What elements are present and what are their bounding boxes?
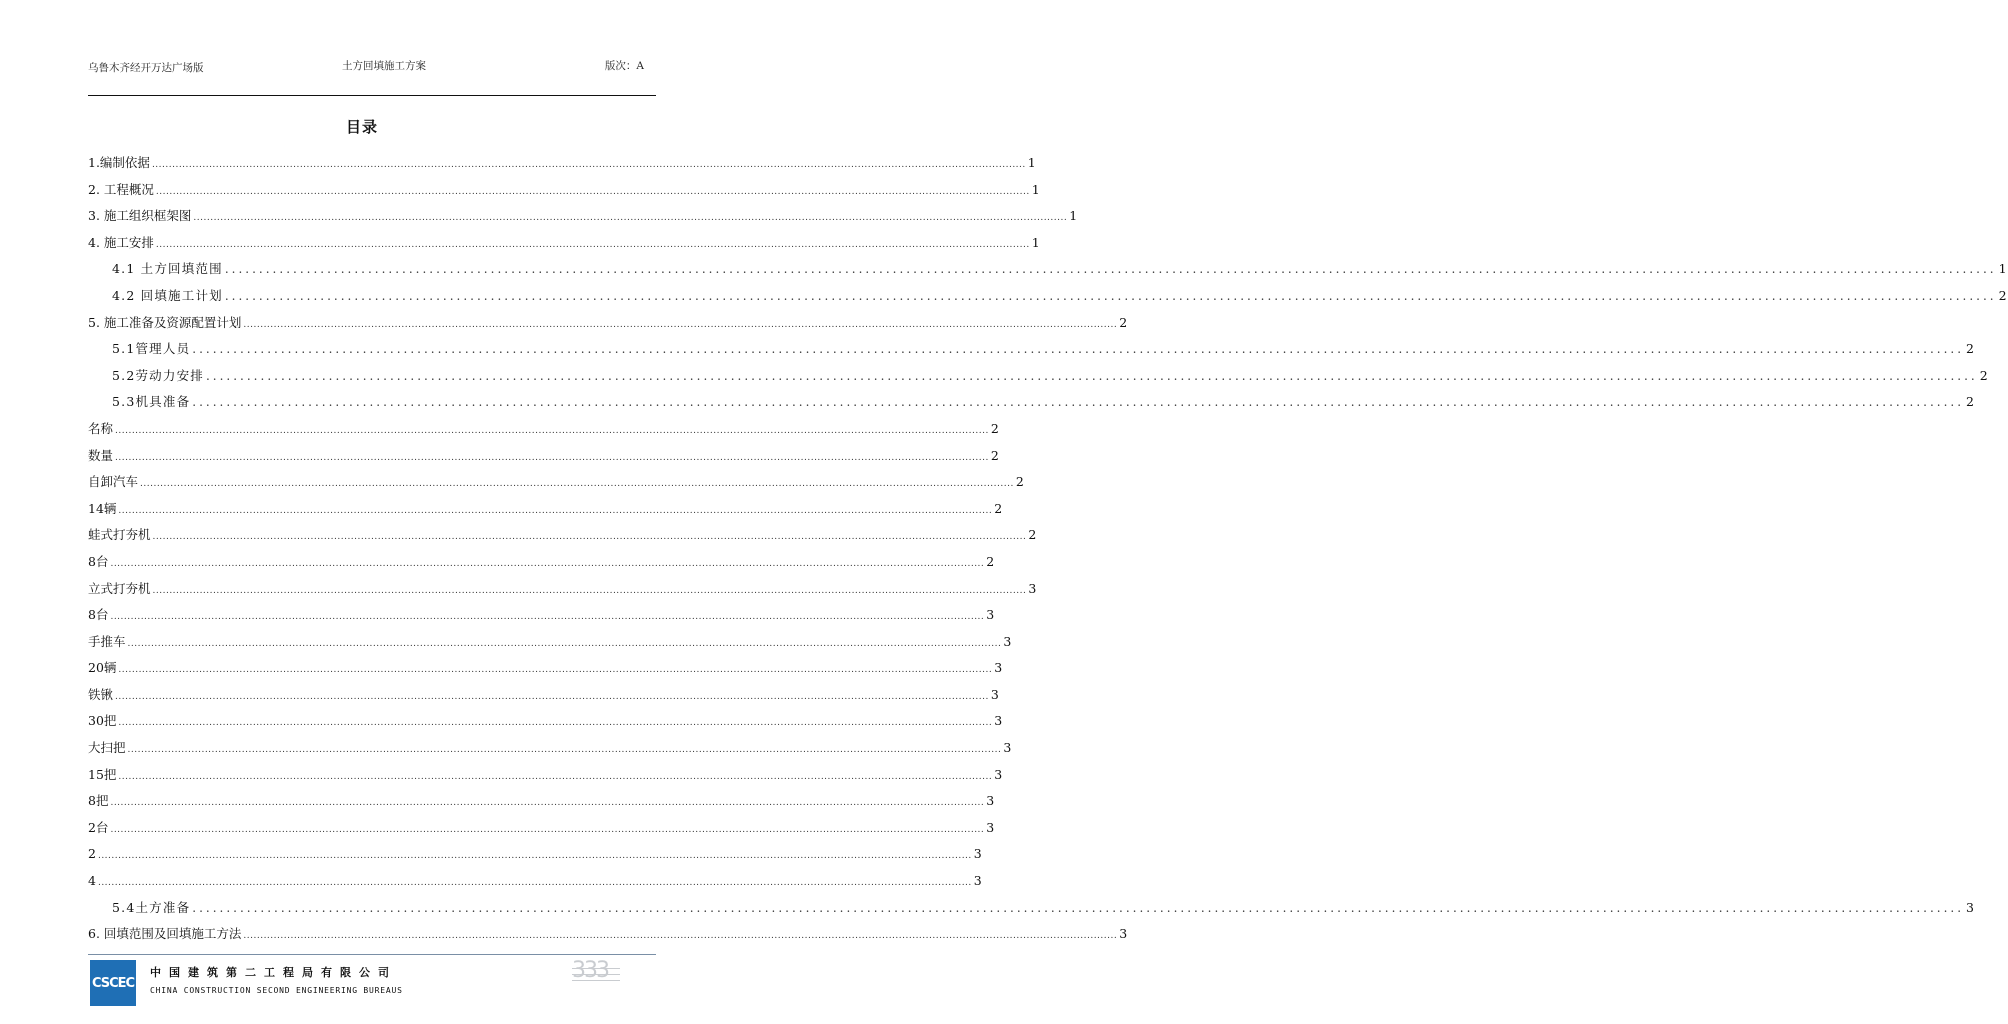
toc-entry-label: 自卸汽车 (88, 474, 139, 490)
toc-entry-page-number: 3 (990, 686, 999, 702)
toc-dot-leader: .................................................................................................................................................................................................................................................................... (127, 745, 1002, 756)
toc-dot-leader: .................................................................................................................................................................................................................................................................... (118, 771, 993, 782)
toc-entry-label: 30把 (88, 713, 117, 729)
toc-entry-page-number: 3 (973, 846, 982, 862)
toc-entry-label: 名称 (88, 420, 114, 436)
toc-entry-label: 5.4土方准备 (112, 899, 191, 915)
toc-entry[interactable] (88, 788, 995, 815)
company-logo (90, 960, 136, 1006)
toc-entry[interactable] (88, 762, 1003, 789)
toc-dot-leader: .................................................................................................................................................................................................................................................................... (192, 342, 1965, 357)
company-logo-text: CSCEC (91, 975, 135, 991)
toc-entry[interactable] (88, 868, 982, 895)
toc-entry[interactable] (88, 576, 1037, 603)
toc-entry-page-number: 3 (973, 873, 982, 889)
header-document-title: 土方回填施工方案 (342, 60, 426, 72)
toc-entry-label: 3. 施工组织框架图 (88, 208, 192, 224)
toc-dot-leader: .................................................................................................................................................................................................................................................................... (152, 585, 1027, 596)
toc-entry-page-number: 1 (1031, 234, 1040, 250)
toc-entry-label: 立式打夯机 (88, 580, 151, 596)
company-name-english: CHINA CONSTRUCTION SECOND ENGINEERING BUREAUS (150, 986, 403, 995)
toc-entry-page-number: 3 (986, 607, 995, 623)
watermark: 333 (572, 958, 608, 983)
toc-entry-page-number: 2 (1966, 394, 1976, 410)
toc-entry-page-number: 3 (986, 819, 995, 835)
toc-entry-page-number: 2 (986, 553, 995, 569)
toc-entry[interactable] (88, 522, 1037, 549)
toc-entry[interactable] (88, 256, 2008, 283)
header-project-name: 乌鲁木齐经开万达广场版 (88, 62, 204, 74)
toc-entry-page-number: 2 (1119, 314, 1128, 330)
toc-dot-leader: .................................................................................................................................................................................................................................................................... (118, 718, 993, 729)
toc-dot-leader: .................................................................................................................................................................................................................................................................... (152, 532, 1027, 543)
toc-entry-page-number: 3 (994, 766, 1003, 782)
toc-entry[interactable] (88, 815, 995, 842)
toc-dot-leader: .................................................................................................................................................................................................................................................................... (224, 288, 1997, 303)
toc-dot-leader: .................................................................................................................................................................................................................................................................... (193, 213, 1068, 224)
toc-entry[interactable] (88, 363, 1989, 390)
toc-entry-page-number: 1 (1069, 208, 1078, 224)
toc-entry[interactable] (88, 602, 995, 629)
toc-dot-leader: .................................................................................................................................................................................................................................................................... (110, 612, 985, 623)
toc-dot-leader: .................................................................................................................................................................................................................................................................... (110, 558, 985, 569)
toc-entry[interactable] (88, 336, 1976, 363)
toc-dot-leader: .................................................................................................................................................................................................................................................................... (118, 505, 993, 516)
toc-entry-label: 4.1 土方回填范围 (112, 261, 223, 277)
toc-entry-page-number: 3 (1003, 633, 1012, 649)
toc-entry-label: 15把 (88, 766, 117, 782)
toc-entry[interactable] (88, 443, 999, 470)
toc-dot-leader: .................................................................................................................................................................................................................................................................... (155, 239, 1030, 250)
toc-entry[interactable] (88, 682, 999, 709)
toc-entry-label: 大扫把 (88, 740, 126, 756)
toc-entry-label: 2台 (88, 819, 109, 835)
toc-entry[interactable] (88, 708, 1003, 735)
toc-entry-page-number: 3 (994, 660, 1003, 676)
company-name-chinese: 中国建筑第二工程局有限公司 (150, 966, 397, 979)
toc-entry[interactable] (88, 416, 999, 443)
toc-entry-label: 5. 施工准备及资源配置计划 (88, 314, 242, 330)
toc-entry[interactable] (88, 150, 1036, 177)
toc-entry-label: 数量 (88, 447, 114, 463)
toc-dot-leader: .................................................................................................................................................................................................................................................................... (110, 824, 985, 835)
toc-entry-label: 4. 施工安排 (88, 234, 154, 250)
toc-dot-leader: .................................................................................................................................................................................................................................................................... (115, 691, 989, 702)
toc-dot-leader: .................................................................................................................................................................................................................................................................... (243, 931, 1118, 942)
toc-dot-leader: .................................................................................................................................................................................................................................................................... (127, 638, 1002, 649)
footer-divider (88, 954, 656, 955)
toc-entry[interactable] (88, 203, 1078, 230)
toc-entry-page-number: 2 (1015, 474, 1024, 490)
toc-entry-page-number: 3 (986, 793, 995, 809)
toc-entry-label: 4 (88, 873, 96, 889)
toc-entry[interactable] (88, 655, 1003, 682)
toc-entry-label: 铁锹 (88, 686, 114, 702)
toc-entry[interactable] (88, 283, 2008, 310)
toc-dot-leader: .................................................................................................................................................................................................................................................................... (97, 878, 972, 889)
toc-dot-leader: .................................................................................................................................................................................................................................................................... (115, 452, 989, 463)
table-of-contents (88, 150, 2008, 948)
toc-entry[interactable] (88, 230, 1040, 257)
toc-entry-page-number: 1 (1998, 261, 2008, 277)
toc-entry-page-number: 2 (1998, 287, 2008, 303)
toc-entry-label: 蛙式打夯机 (88, 527, 151, 543)
toc-entry[interactable] (88, 895, 1976, 922)
toc-dot-leader: .................................................................................................................................................................................................................................................................... (115, 425, 989, 436)
toc-entry-page-number: 2 (1966, 341, 1976, 357)
toc-entry-page-number: 2 (990, 447, 999, 463)
toc-dot-leader: .................................................................................................................................................................................................................................................................... (118, 665, 993, 676)
toc-entry-label: 手推车 (88, 633, 126, 649)
toc-entry-label: 4.2 回填施工计划 (112, 287, 223, 303)
toc-entry-label: 14辆 (88, 500, 117, 516)
toc-entry[interactable] (88, 310, 1128, 337)
toc-entry-page-number: 2 (994, 500, 1003, 516)
toc-entry-page-number: 2 (990, 420, 999, 436)
toc-entry-label: 5.1管理人员 (112, 341, 191, 357)
toc-entry[interactable] (88, 389, 1976, 416)
toc-dot-leader: .................................................................................................................................................................................................................................................................... (243, 319, 1118, 330)
toc-dot-leader: .................................................................................................................................................................................................................................................................... (140, 479, 1014, 490)
toc-entry-label: 8台 (88, 607, 109, 623)
toc-entry-label: 5.3机具准备 (112, 394, 191, 410)
toc-entry[interactable] (88, 629, 1012, 656)
toc-entry-page-number: 3 (1028, 580, 1037, 596)
toc-entry-page-number: 3 (994, 713, 1003, 729)
toc-entry-label: 1.编制依据 (88, 155, 150, 170)
toc-dot-leader: .................................................................................................................................................................................................................................................................... (192, 900, 1965, 915)
toc-dot-leader: .................................................................................................................................................................................................................................................................... (97, 851, 972, 862)
toc-entry-page-number: 1 (1027, 155, 1036, 170)
toc-dot-leader: .................................................................................................................................................................................................................................................................... (110, 798, 985, 809)
toc-dot-leader: .................................................................................................................................................................................................................................................................... (151, 160, 1026, 170)
toc-entry-page-number: 3 (1119, 926, 1128, 942)
toc-entry-label: 6. 回填范围及回填施工方法 (88, 926, 242, 942)
toc-entry-label: 8把 (88, 793, 109, 809)
toc-entry-page-number: 1 (1031, 181, 1040, 197)
toc-entry-page-number: 3 (1966, 899, 1976, 915)
toc-entry[interactable] (88, 177, 1040, 204)
toc-entry[interactable] (88, 549, 995, 576)
toc-entry[interactable] (88, 735, 1012, 762)
toc-dot-leader: .................................................................................................................................................................................................................................................................... (205, 368, 1978, 383)
toc-entry-page-number: 2 (1028, 527, 1037, 543)
toc-dot-leader: .................................................................................................................................................................................................................................................................... (192, 395, 1965, 410)
toc-entry[interactable] (88, 841, 982, 868)
toc-entry-page-number: 2 (1979, 367, 1989, 383)
header-divider (88, 95, 656, 96)
toc-dot-leader: .................................................................................................................................................................................................................................................................... (224, 262, 1997, 277)
header-version: 版次：A (604, 60, 644, 72)
toc-entry-label: 8台 (88, 553, 109, 569)
toc-entry-page-number: 3 (1003, 740, 1012, 756)
toc-entry-label: 20辆 (88, 660, 117, 676)
toc-dot-leader: .................................................................................................................................................................................................................................................................... (155, 186, 1030, 197)
toc-title: 目录 (345, 118, 378, 136)
toc-entry[interactable] (88, 469, 1024, 496)
toc-entry[interactable] (88, 496, 1003, 523)
toc-entry-label: 2. 工程概况 (88, 181, 154, 197)
toc-entry-label: 5.2劳动力安排 (112, 367, 204, 383)
toc-entry-label: 2 (88, 846, 96, 862)
toc-entry[interactable] (88, 921, 1128, 948)
